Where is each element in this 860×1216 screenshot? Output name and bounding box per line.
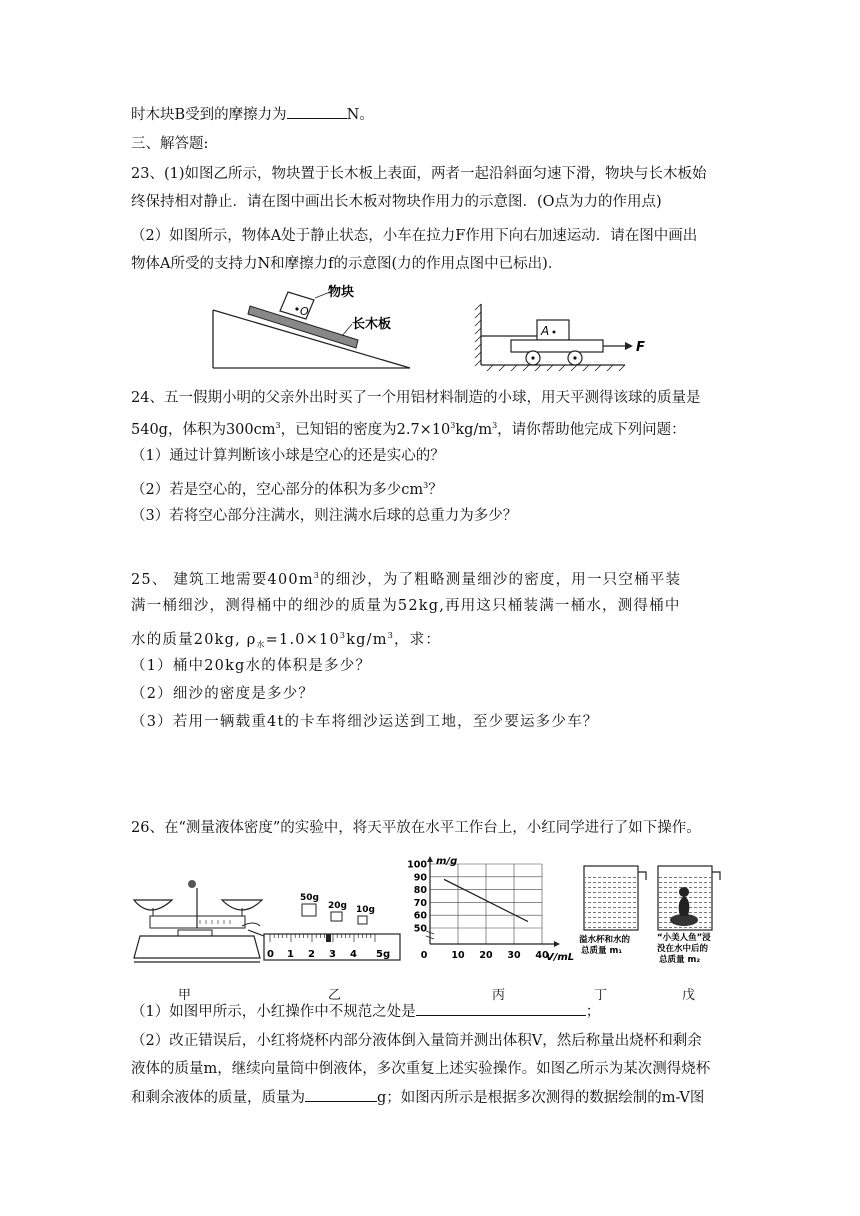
chart-xtick-label: 0 <box>420 950 428 961</box>
q26-intro: 26、在“测量液体密度”的实验中，将天平放在水平工作台上，小红同学进行了如下操作。 <box>131 820 701 836</box>
weights-figure <box>262 888 402 964</box>
q24-sub3: （3）若将空心部分注满水，则注满水后球的总重力为多少？ <box>131 508 518 524</box>
ruler-tick-2: 2 <box>308 949 315 960</box>
wu-label-line2: 没在水中后的 <box>657 944 709 954</box>
q25-sub3: （3）若用一辆载重4t的卡车将细沙运送到工地，至少要运多少车？ <box>131 714 599 730</box>
caption-wu: 戊 <box>682 988 696 1003</box>
chart-xtick-label: 20 <box>479 950 493 961</box>
mermaid-cup-figure <box>654 860 730 964</box>
ruler-tick-0: 0 <box>267 949 274 960</box>
force-f-label: F <box>636 340 645 355</box>
incline-figure <box>212 282 412 372</box>
chart-axes <box>426 856 560 947</box>
cart-figure <box>475 302 655 372</box>
ruler-tick-4: 4 <box>350 949 357 960</box>
q24-sub1: （1）通过计算判断该小球是空心的还是实心的？ <box>131 448 445 464</box>
wu-label-line1: “小美人鱼”浸 <box>657 933 711 943</box>
chart-ytick-label: 50 <box>413 923 427 935</box>
answer-blank-1[interactable] <box>416 1001 586 1016</box>
chart-grid <box>430 864 542 944</box>
weight-20g-label: 20g <box>328 901 347 911</box>
caption-bing: 丙 <box>492 988 506 1003</box>
ruler-tick-5: 5g <box>376 949 391 960</box>
chart-ytick-label: 80 <box>413 885 427 897</box>
chart-ytick-label: 70 <box>413 897 427 909</box>
weight-10g-label: 10g <box>356 905 375 915</box>
chart-ytick-label: 100 <box>407 859 427 871</box>
balance-figure <box>130 876 265 966</box>
caption-ding: 丁 <box>594 988 608 1003</box>
q23-line4: 物体A所受的支持力N和摩擦力f的示意图(力的作用点图中已标出)． <box>131 256 563 272</box>
answer-blank[interactable] <box>287 104 347 119</box>
cart <box>511 340 603 352</box>
q23-line1: 23、(1)如图乙所示，物块置于长木板上表面，两者一起沿斜面匀速下滑，物块与长木板始 <box>131 166 707 182</box>
chart-xtick-label: 30 <box>507 950 521 961</box>
q25-line3: 水的质量20kg, $\rho_水=1.0\times 10^3kg/m^3$，求： <box>131 631 442 649</box>
block <box>280 292 314 319</box>
ruler-tick-3: 3 <box>329 949 336 960</box>
q23-line2: 终保持相对静止．请在图中画出长木板对物块作用力的示意图．(O点为力的作用点) <box>131 194 662 210</box>
q22-tail: 时木块B受到的摩擦力为 N。 <box>131 104 374 125</box>
q24-line2: 540g，体积为$300cm^3$，已知铝的密度为$2.7\times 10^3kg/m^3$，请你帮助他完成下列问题： <box>131 421 686 438</box>
q25-line2: 满一桶细沙，测得桶中的细沙的质量为52kg,再用这只桶装满一桶水，测得桶中 <box>131 598 681 614</box>
chart-ytick-label: 90 <box>413 872 427 884</box>
q26-sub2-line3: 和剩余液体的质量，质量为 g；如图丙所示是根据多次测得的数据绘制的m-V图 <box>131 1087 704 1108</box>
caption-jia: 甲 <box>178 988 192 1003</box>
ding-label-line1: 溢水杯和水的 <box>579 935 631 945</box>
q25-line1: 25、 建筑工地需要$400m^3$的细沙，为了粗略测量细沙的密度，用一只空桶平装 <box>131 571 682 588</box>
caption-yi: 乙 <box>328 988 342 1003</box>
chart-ylabel: m/g <box>436 856 458 867</box>
board-label: 长木板 <box>352 317 392 332</box>
wu-label-line3: 总质量 m₂ <box>659 955 701 965</box>
chart-ytick-label: 60 <box>413 910 427 922</box>
ruler-tick-1: 1 <box>287 949 294 960</box>
object-a-label: A <box>541 324 550 338</box>
section-title: 三、解答题: <box>131 136 209 152</box>
q24-sub2: （2）若是空心的，空心部分的体积为多少$cm^3$？ <box>131 481 443 498</box>
q25-sub2: （2）细沙的密度是多少？ <box>131 686 315 702</box>
overflow-cup-figure <box>578 860 652 964</box>
q26-sub2-line2: 液体的质量m，继续向量筒中倒液体，多次重复上述实验操作。如图乙所示为某次测得烧杯 <box>131 1061 711 1077</box>
answer-blank-2[interactable] <box>305 1087 377 1102</box>
ding-label-line2: 总质量 m₁ <box>581 946 623 956</box>
block-label: 物块 <box>328 285 355 300</box>
q23-line3: （2）如图所示，物体A处于静止状态，小车在拉力F作用下向右加速运动．请在图中画出 <box>131 228 698 244</box>
chart-xtick-label: 40 <box>535 950 549 961</box>
chart-xlabel: V/mL <box>546 952 575 963</box>
q26-sub2-line1: （2）改正错误后，小红将烧杯内部分液体倒入量筒并测出体积V，然后称量出烧杯和剩余 <box>131 1033 702 1049</box>
q26-sub1: （1）如图甲所示，小红操作中不规范之处是 ； <box>131 1001 600 1022</box>
chart-xtick-label: 10 <box>451 950 465 961</box>
point-o-label: O <box>300 305 309 318</box>
q24-line1: 24、五一假期小明的父亲外出时买了一个用铝材料制造的小球，用天平测得该球的质量是 <box>131 390 701 406</box>
q25-sub1: （1）桶中20kg水的体积是多少？ <box>131 658 372 674</box>
mv-chart <box>404 856 574 974</box>
weight-50g-label: 50g <box>300 893 319 903</box>
